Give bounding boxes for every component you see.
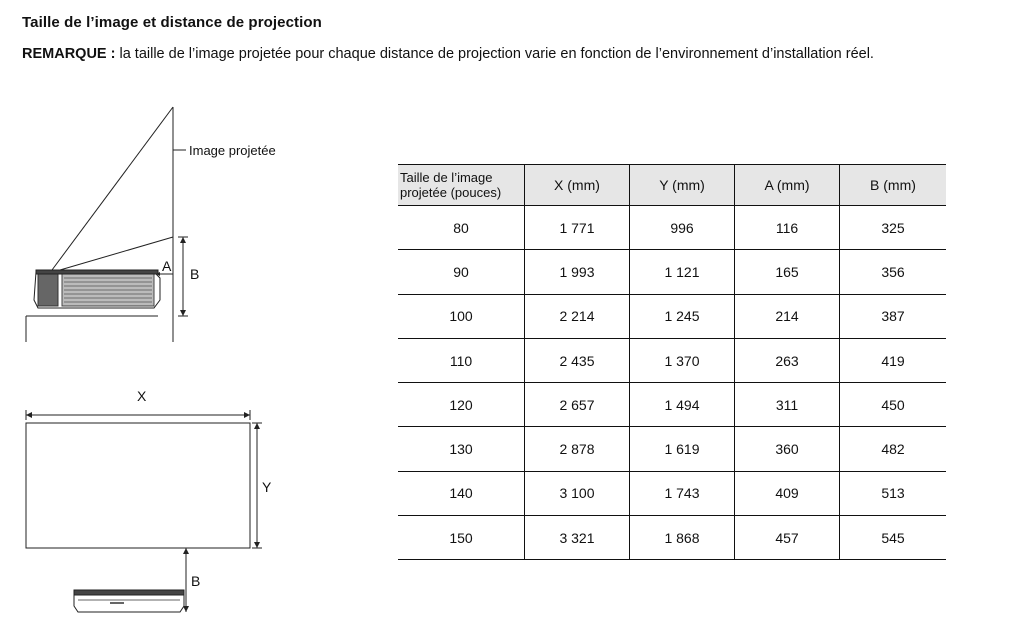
cell-size: 100 xyxy=(398,294,525,338)
cell-b: 325 xyxy=(840,206,947,250)
cell-b: 482 xyxy=(840,427,947,471)
cell-x: 3 321 xyxy=(525,516,630,560)
cell-b: 450 xyxy=(840,383,947,427)
cell-size: 130 xyxy=(398,427,525,471)
header-a: A (mm) xyxy=(735,165,840,206)
label-image-projetee: Image projetée xyxy=(189,143,276,158)
cell-size: 140 xyxy=(398,471,525,515)
cell-y: 1 121 xyxy=(630,250,735,294)
label-b-front: B xyxy=(191,573,201,589)
cell-b: 356 xyxy=(840,250,947,294)
cell-y: 996 xyxy=(630,206,735,250)
header-x: X (mm) xyxy=(525,165,630,206)
cell-size: 80 xyxy=(398,206,525,250)
section-title: Taille de l’image et distance de projection xyxy=(22,14,322,31)
cell-x: 3 100 xyxy=(525,471,630,515)
table-row xyxy=(398,427,946,471)
cell-a: 116 xyxy=(735,206,840,250)
cell-x: 2 214 xyxy=(525,294,630,338)
cell-b: 545 xyxy=(840,516,947,560)
header-image-size: Taille de l’image projetée (pouces) xyxy=(398,165,525,206)
cell-x: 2 657 xyxy=(525,383,630,427)
cell-y: 1 743 xyxy=(630,471,735,515)
note-text: la taille de l’image projetée pour chaque distance de projection varie en fonction de l’environnement d’installation réel. xyxy=(115,46,874,62)
table-row xyxy=(398,383,946,427)
table-row xyxy=(398,250,946,294)
cell-a: 409 xyxy=(735,471,840,515)
cell-x: 1 771 xyxy=(525,206,630,250)
cell-b: 387 xyxy=(840,294,947,338)
table-row xyxy=(398,206,946,250)
table-row xyxy=(398,516,946,560)
note-label: REMARQUE : xyxy=(22,46,116,62)
header-y: Y (mm) xyxy=(630,165,735,206)
side-view-diagram xyxy=(26,107,188,342)
table-row xyxy=(398,294,946,338)
label-b-side: B xyxy=(190,266,200,282)
cell-y: 1 868 xyxy=(630,516,735,560)
cell-b: 513 xyxy=(840,471,947,515)
header-b: B (mm) xyxy=(840,165,947,206)
label-y: Y xyxy=(262,479,272,495)
cell-a: 311 xyxy=(735,383,840,427)
cell-y: 1 370 xyxy=(630,338,735,382)
label-a: A xyxy=(162,258,172,274)
cell-a: 214 xyxy=(735,294,840,338)
table-row xyxy=(398,338,946,382)
cell-a: 165 xyxy=(735,250,840,294)
table-row xyxy=(398,471,946,515)
cell-y: 1 494 xyxy=(630,383,735,427)
table-header-row xyxy=(398,165,946,206)
cell-size: 150 xyxy=(398,516,525,560)
cell-a: 457 xyxy=(735,516,840,560)
label-x: X xyxy=(137,388,147,404)
cell-x: 2 435 xyxy=(525,338,630,382)
cell-y: 1 619 xyxy=(630,427,735,471)
cell-a: 263 xyxy=(735,338,840,382)
cell-x: 2 878 xyxy=(525,427,630,471)
cell-size: 120 xyxy=(398,383,525,427)
cell-x: 1 993 xyxy=(525,250,630,294)
front-view-diagram xyxy=(26,410,262,612)
projection-table xyxy=(398,164,946,560)
cell-size: 90 xyxy=(398,250,525,294)
cell-a: 360 xyxy=(735,427,840,471)
cell-size: 110 xyxy=(398,338,525,382)
cell-b: 419 xyxy=(840,338,947,382)
cell-y: 1 245 xyxy=(630,294,735,338)
